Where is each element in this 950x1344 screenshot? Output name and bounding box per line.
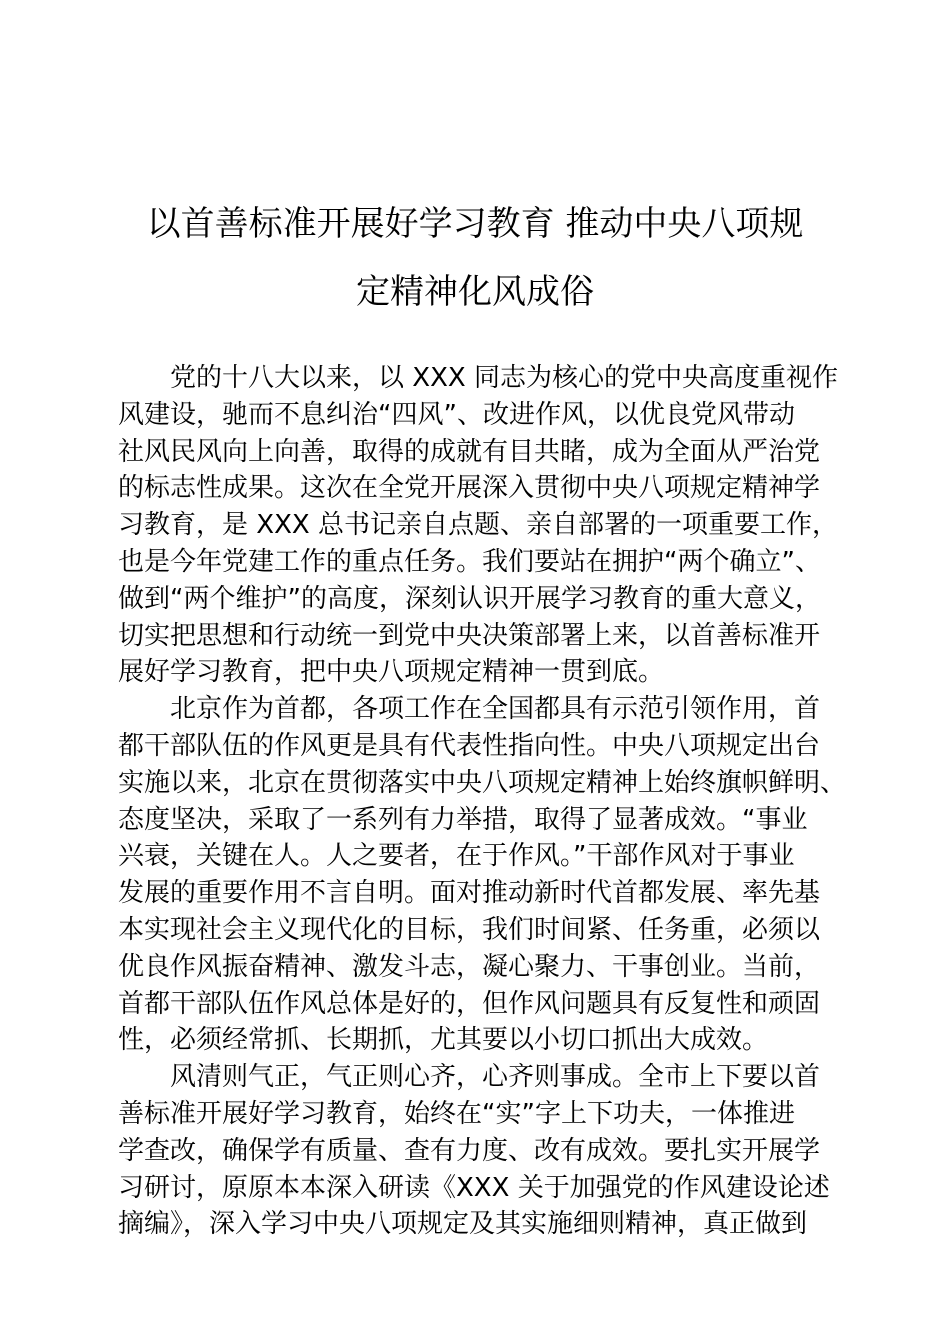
paragraph-line: 性，必须经常抓、长期抓，尤其要以小切口抓出大成效。 xyxy=(118,1025,769,1056)
paragraph-line: 善标准开展好学习教育，始终在“实”字上下功夫，一体推进 xyxy=(118,1098,795,1129)
paragraph-line: 优良作风振奋精神、激发斗志，凝心聚力、干事创业。当前， xyxy=(118,951,821,982)
paragraph-line: 展好学习教育，把中央八项规定精神一贯到底。 xyxy=(118,657,665,688)
paragraph-line: 都干部队伍的作风更是具有代表性指向性。中央八项规定出台 xyxy=(118,730,821,761)
paragraph-line: 发展的重要作用不言自明。面对推动新时代首都发展、率先基 xyxy=(118,878,821,909)
paragraph-line: 做到“两个维护”的高度，深刻认识开展学习教育的重大意义， xyxy=(118,583,821,614)
paragraph-line: 习研讨，原原本本深入研读《XXX 关于加强党的作风建设论述 xyxy=(118,1172,830,1203)
paragraph-line: 的标志性成果。这次在全党开展深入贯彻中央八项规定精神学 xyxy=(118,473,821,504)
paragraph-line: 也是今年党建工作的重点任务。我们要站在拥护“两个确立”、 xyxy=(118,546,821,577)
paragraph-line: 摘编》，深入学习中央八项规定及其实施细则精神，真正做到 xyxy=(118,1209,808,1240)
paragraph-line: 兴衰，关键在人。人之要者，在于作风。”干部作风对于事业 xyxy=(118,841,795,872)
document-body xyxy=(118,360,847,1243)
paragraph-line: 实施以来，北京在贯彻落实中央八项规定精神上始终旗帜鲜明、 xyxy=(118,767,847,798)
paragraph-line: 学查改，确保学有质量、查有力度、改有成效。要扎实开展学 xyxy=(118,1135,821,1166)
paragraph-line: 习教育，是 XXX 总书记亲自点题、亲自部署的一项重要工作， xyxy=(118,510,838,541)
paragraph-line: 首都干部队伍作风总体是好的，但作风问题具有反复性和顽固 xyxy=(118,988,821,1019)
document-title-line-2: 定精神化风成俗 xyxy=(356,272,594,312)
document-title-line-1: 以首善标准开展好学习教育 推动中央八项规 xyxy=(146,204,804,244)
paragraph-line: 北京作为首都，各项工作在全国都具有示范引领作用，首 xyxy=(170,694,821,725)
paragraph-line: 党的十八大以来，以 XXX 同志为核心的党中央高度重视作 xyxy=(170,363,838,393)
paragraph-line: 态度坚决，采取了一系列有力举措，取得了显著成效。“事业 xyxy=(118,804,808,835)
paragraph-line: 本实现社会主义现代化的目标，我们时间紧、任务重，必须以 xyxy=(118,914,821,945)
paragraph-line: 切实把思想和行动统一到党中央决策部署上来，以首善标准开 xyxy=(118,620,821,651)
paragraph-line: 风清则气正，气正则心齐，心齐则事成。全市上下要以首 xyxy=(170,1062,821,1093)
paragraph-line: 社风民风向上向善，取得的成就有目共睹，成为全面从严治党 xyxy=(118,436,821,467)
paragraph-line: 风建设，驰而不息纠治“四风”、改进作风，以优良党风带动 xyxy=(118,399,795,430)
